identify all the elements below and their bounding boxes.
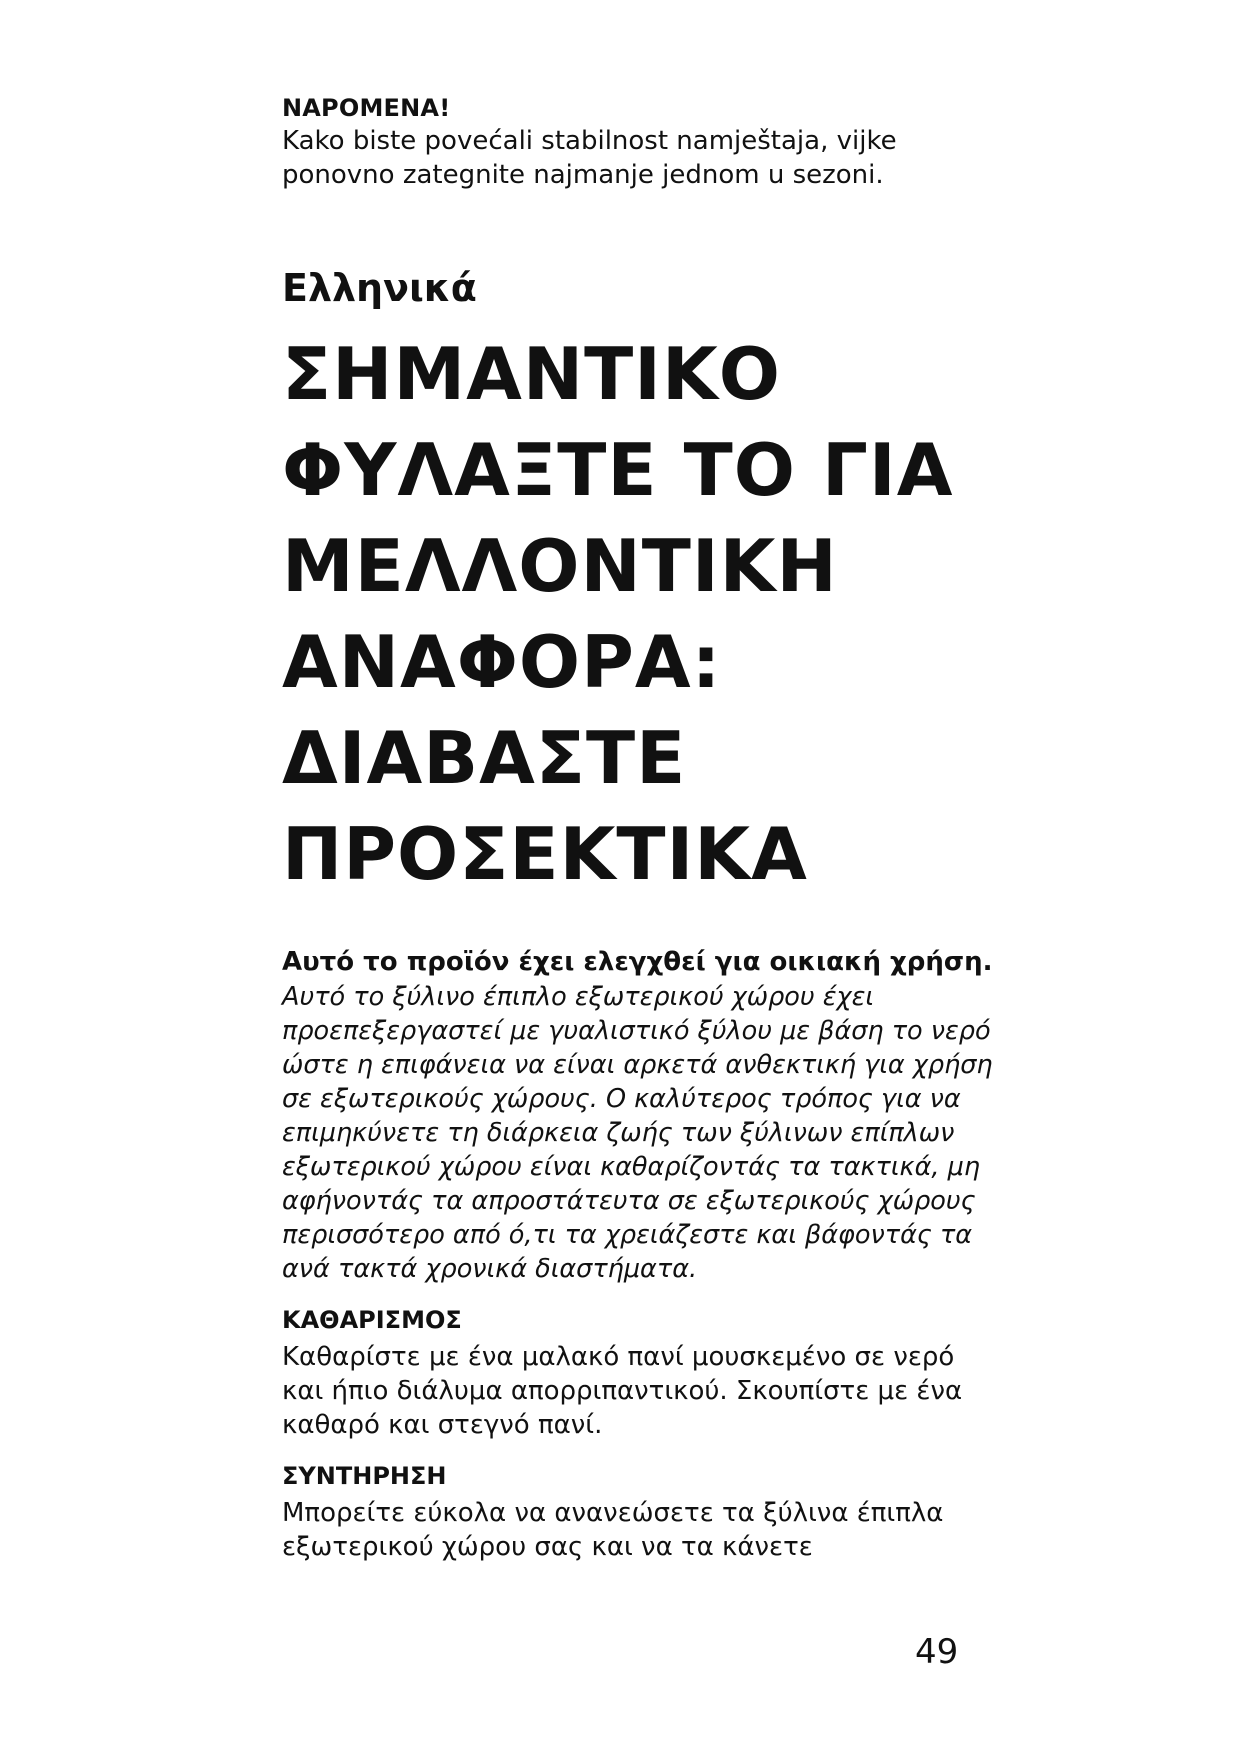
maintenance-body: Μπορείτε εύκολα να ανανεώσετε τα ξύλινα έπιπλα εξωτερικού χώρου σας και να τα κάνετε — [282, 1498, 944, 1562]
language-heading: Ελληνικά — [282, 266, 477, 310]
note-heading: NAPOMENA! — [282, 94, 451, 122]
tested-heading: Αυτό το προϊόν έχει ελεγχθεί για οικιακή χρήση. — [282, 947, 993, 977]
cleaning-body: Καθαρίστε με ένα μαλακό πανί μουσκεμένο σε νερό και ήπιο διάλυμα απορριπαντικού. Σκουπίστε με ένα καθαρό και στεγνό πανί. — [282, 1342, 963, 1440]
note-body: Kako biste povećali stabilnost namještaja, vijke ponovno zategnite najmanje jednom u sezoni. — [282, 126, 897, 190]
main-title-line: ΜΕΛΛΟΝΤΙΚΗ — [282, 524, 838, 608]
main-title — [282, 326, 1002, 902]
page-number: 49 — [915, 1632, 959, 1672]
cleaning-heading: ΚΑΘΑΡΙΣΜΟΣ — [282, 1306, 462, 1334]
main-title-line: ΠΡΟΣΕΚΤΙΚΑ — [282, 812, 808, 896]
tested-body: Αυτό το ξύλινο έπιπλο εξωτερικού χώρου έχει προεπεξεργαστεί με γυαλιστικό ξύλου με βάση το νερό ώστε η επιφάνεια να είναι αρκετά ανθεκτική για χρήση σε εξωτερικούς χώρους. Ο καλύτερος τρόπος για να επιμηκύνετε τη διάρκεια ζωής των ξύλινων επίπλων εξωτερικού χώρου είναι καθαρίζοντάς τα τακτικά, μη αφήνοντάς τα απροστάτευτα σε εξωτερικούς χώρους περισσότερο από ό,τι τα χρειάζεστε και βάφοντάς τα ανά τακτά χρονικά διαστήματα. — [282, 982, 993, 1284]
maintenance-heading: ΣΥΝΤΗΡΗΣΗ — [282, 1462, 447, 1490]
main-title-line: ΔΙΑΒΑΣΤΕ — [282, 716, 687, 800]
main-title-line: ΣΗΜΑΝΤΙΚΟ — [282, 332, 781, 416]
main-title-line: ΑΝΑΦΟΡΑ: — [282, 620, 722, 704]
main-title-line: ΦΥΛΑΞΤΕ ΤΟ ΓΙΑ — [282, 428, 954, 512]
page-content — [282, 92, 1002, 1564]
